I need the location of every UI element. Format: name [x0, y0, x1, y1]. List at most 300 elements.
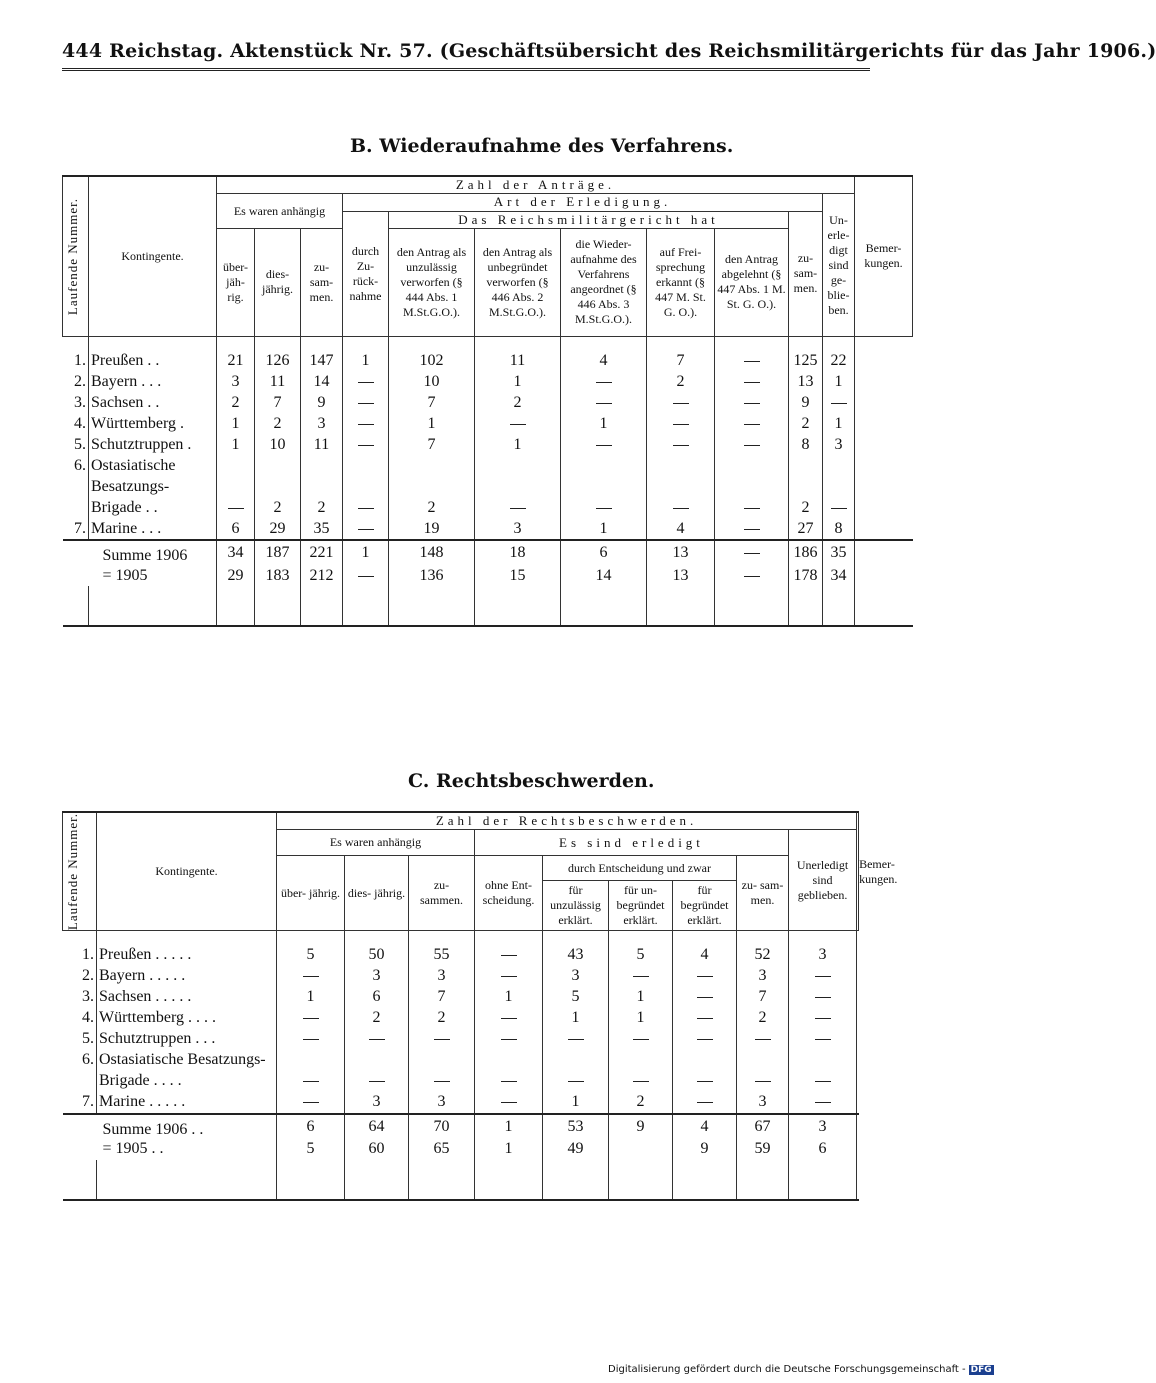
- sum-value: 6: [277, 1114, 345, 1139]
- diesjaehrig-header: dies- jährig.: [255, 228, 301, 336]
- dash-mark: [568, 1081, 584, 1082]
- spacer-cell: [737, 1160, 789, 1200]
- bemerkungen-cell: [855, 540, 913, 565]
- value-cell: [823, 497, 855, 518]
- bemerkungen-cell: [857, 1008, 859, 1029]
- bemerkungen-header-c: Bemer- kungen.: [857, 812, 859, 931]
- value-cell: 2: [647, 371, 715, 392]
- value-cell: [673, 1008, 737, 1029]
- value-cell: [409, 1029, 475, 1050]
- value-cell: 2: [737, 1008, 789, 1029]
- sum-value: 136: [389, 565, 475, 586]
- row-index: 5.: [82, 1030, 94, 1048]
- value-cell: 2: [255, 497, 301, 518]
- empty-cell: [389, 476, 475, 497]
- anhaengig-header: Es waren anhängig: [217, 194, 343, 229]
- spacer-cell: [855, 586, 913, 626]
- empty-cell: [343, 476, 389, 497]
- sum-value: 14: [561, 565, 647, 586]
- dash-mark: [501, 1039, 517, 1040]
- value-cell: [737, 1029, 789, 1050]
- value-cell: [789, 1092, 857, 1114]
- sum-value: 3: [789, 1114, 857, 1139]
- empty-cell: [561, 455, 647, 476]
- sum-value: 15: [475, 565, 561, 586]
- sum-value: 18: [475, 540, 561, 565]
- value-cell: 1: [343, 350, 389, 371]
- ueberjaehrig-header: über- jäh- rig.: [217, 228, 255, 336]
- value-cell: 11: [301, 434, 343, 455]
- value-cell: 3: [823, 434, 855, 455]
- dash-mark: [815, 1102, 831, 1103]
- spacer-cell: [217, 586, 255, 626]
- durch-entsch-header-c: durch Entscheidung und zwar: [543, 856, 737, 881]
- value-cell: [609, 966, 673, 987]
- value-cell: 1: [217, 413, 255, 434]
- row-index: 6.: [74, 456, 86, 474]
- sum-value: [715, 565, 789, 586]
- dash-mark: [697, 1102, 713, 1103]
- sum-row: [63, 1114, 859, 1139]
- sum-value: 13: [647, 540, 715, 565]
- value-cell: 2: [389, 497, 475, 518]
- value-cell: [673, 1092, 737, 1114]
- value-cell: 1: [475, 987, 543, 1008]
- value-cell: [715, 392, 789, 413]
- empty-cell: [789, 476, 823, 497]
- dash-mark: [744, 529, 760, 530]
- page-number: 444: [62, 40, 103, 62]
- empty-cell: [277, 1050, 345, 1071]
- row-label: Schutztruppen . . .: [97, 1029, 277, 1050]
- empty-cell: [475, 1050, 543, 1071]
- empty-cell: [855, 476, 913, 497]
- value-cell: [789, 966, 857, 987]
- sum-value: 60: [345, 1139, 409, 1160]
- dash-mark: [228, 508, 244, 509]
- empty-cell: [475, 476, 561, 497]
- value-cell: 3: [409, 966, 475, 987]
- durch-header: durch Zu- rück- nahme: [343, 211, 389, 336]
- dash-mark: [815, 1018, 831, 1019]
- value-cell: 1: [217, 434, 255, 455]
- table-wiederaufnahme: [62, 175, 913, 627]
- sum-row: [63, 565, 913, 586]
- spacer-cell: [857, 1160, 859, 1200]
- value-cell: [345, 1071, 409, 1092]
- footer-text: Digitalisierung gefördert durch die Deutsche Forschungsgemeinschaft -: [608, 1364, 966, 1375]
- spacer-cell: [715, 336, 789, 350]
- sum-label: Summe 1906 . .: [102, 1120, 204, 1138]
- value-cell: [647, 497, 715, 518]
- value-cell: 11: [255, 371, 301, 392]
- spacer-cell: [63, 931, 97, 945]
- value-cell: 4: [647, 518, 715, 540]
- table-row: [63, 1050, 859, 1071]
- value-cell: [217, 497, 255, 518]
- dash-mark: [697, 997, 713, 998]
- ueberjaehrig-header-c: über- jährig.: [277, 856, 345, 931]
- value-cell: [647, 413, 715, 434]
- value-cell: [475, 1008, 543, 1029]
- empty-cell: [345, 1050, 409, 1071]
- unbegruendet-header: den Antrag als unbegründet verworfen (§ 446 Abs. 2 M.St.G.O.).: [475, 228, 561, 336]
- spacer-cell: [301, 336, 343, 350]
- value-cell: [475, 945, 543, 966]
- dash-mark: [501, 1081, 517, 1082]
- value-cell: [475, 497, 561, 518]
- sum-value: 35: [823, 540, 855, 565]
- value-cell: 5: [277, 945, 345, 966]
- row-index: 2.: [82, 967, 94, 985]
- page-header: [62, 40, 1156, 62]
- value-cell: 6: [217, 518, 255, 540]
- dash-mark: [633, 1039, 649, 1040]
- row-label: Württemberg . . . .: [97, 1008, 277, 1029]
- spacer-cell: [97, 931, 277, 945]
- value-cell: [789, 1029, 857, 1050]
- dash-mark: [744, 553, 760, 554]
- value-cell: 19: [389, 518, 475, 540]
- spacer-cell: [89, 586, 217, 626]
- dash-mark: [596, 445, 612, 446]
- unzulaessig-header: den Antrag als unzulässig verworfen (§ 444 Abs. 1 M.St.G.O.).: [389, 228, 475, 336]
- dash-mark: [501, 1102, 517, 1103]
- dash-mark: [744, 508, 760, 509]
- table-rechtsbeschwerden: [62, 811, 898, 1201]
- dash-mark: [744, 403, 760, 404]
- dash-mark: [697, 1039, 713, 1040]
- dash-mark: [755, 1039, 771, 1040]
- spacer-cell: [63, 336, 89, 350]
- empty-cell: [409, 1050, 475, 1071]
- row-index: 7.: [82, 1093, 94, 1111]
- table-row: [63, 987, 859, 1008]
- erledigt-header-c: Es sind erledigt: [475, 830, 789, 856]
- bemerkungen-cell: [857, 1029, 859, 1050]
- empty-cell: [301, 455, 343, 476]
- sum-value: 183: [255, 565, 301, 586]
- bemerkungen-cell: [855, 350, 913, 371]
- spacer-cell: [789, 931, 857, 945]
- value-cell: 2: [345, 1008, 409, 1029]
- spacer-cell: [389, 586, 475, 626]
- value-cell: 55: [409, 945, 475, 966]
- spacer-cell: [301, 586, 343, 626]
- bemerkungen-header: Bemer- kungen.: [855, 176, 913, 336]
- dash-mark: [633, 976, 649, 977]
- sum-label: = 1905 . .: [102, 1140, 164, 1158]
- zahl-header-c: Zahl der Rechtsbeschwerden.: [277, 812, 857, 830]
- value-cell: 7: [409, 987, 475, 1008]
- begruendet-header-c: für begründet erklärt.: [673, 881, 737, 931]
- spacer-cell: [673, 931, 737, 945]
- empty-cell: [855, 455, 913, 476]
- row-label: Brigade . . . .: [97, 1071, 277, 1092]
- value-cell: 27: [789, 518, 823, 540]
- bemerkungen-cell: [855, 413, 913, 434]
- row-index: 4.: [82, 1009, 94, 1027]
- value-cell: 2: [301, 497, 343, 518]
- spacer-cell: [823, 586, 855, 626]
- ohne-header-c: ohne Ent- scheidung.: [475, 856, 543, 931]
- bemerkungen-cell: [855, 518, 913, 540]
- spacer-cell: [475, 336, 561, 350]
- table-row: [63, 945, 859, 966]
- sum-value: 29: [217, 565, 255, 586]
- value-cell: [343, 413, 389, 434]
- spacer-cell: [255, 336, 301, 350]
- value-cell: [343, 371, 389, 392]
- sum-value: 64: [345, 1114, 409, 1139]
- dash-mark: [303, 1081, 319, 1082]
- spacer-cell: [409, 931, 475, 945]
- bemerkungen-cell: [857, 1114, 859, 1139]
- dash-mark: [303, 1039, 319, 1040]
- dash-mark: [358, 529, 374, 530]
- row-label: Sachsen . . . . .: [97, 987, 277, 1008]
- spacer-cell: [543, 931, 609, 945]
- spacer-cell: [543, 1160, 609, 1200]
- sum-label: Summe 1906: [102, 547, 188, 565]
- row-index: 7.: [74, 519, 86, 537]
- bemerkungen-cell: [857, 945, 859, 966]
- value-cell: [609, 1029, 673, 1050]
- spacer-cell: [789, 1160, 857, 1200]
- sum-value: 13: [647, 565, 715, 586]
- value-cell: [647, 392, 715, 413]
- empty-cell: [217, 476, 255, 497]
- sum-value: 178: [789, 565, 823, 586]
- value-cell: 1: [609, 987, 673, 1008]
- empty-cell: [789, 1050, 857, 1071]
- value-cell: [715, 434, 789, 455]
- value-cell: [715, 518, 789, 540]
- value-cell: 3: [789, 945, 857, 966]
- row-label: Bayern . . .: [89, 371, 217, 392]
- spacer-cell: [277, 1160, 345, 1200]
- table-row: [63, 350, 913, 371]
- sum-value: 34: [217, 540, 255, 565]
- row-index: [63, 497, 89, 518]
- value-cell: [277, 1071, 345, 1092]
- sum-value: 9: [609, 1114, 673, 1139]
- value-cell: 3: [345, 966, 409, 987]
- sum-value: 67: [737, 1114, 789, 1139]
- wiederaufnahme-header: die Wieder- aufnahme des Verfahrens angeordnet (§ 446 Abs. 3 M.St.G.O.).: [561, 228, 647, 336]
- dash-mark: [673, 424, 689, 425]
- value-cell: 14: [301, 371, 343, 392]
- value-cell: 2: [255, 413, 301, 434]
- empty-cell: [255, 476, 301, 497]
- dash-mark: [434, 1039, 450, 1040]
- value-cell: 147: [301, 350, 343, 371]
- spacer-cell: [97, 1160, 277, 1200]
- dash-mark: [303, 1102, 319, 1103]
- dash-mark: [596, 508, 612, 509]
- value-cell: 3: [737, 966, 789, 987]
- sum-value: 49: [543, 1139, 609, 1160]
- dash-mark: [358, 382, 374, 383]
- sum-value: 186: [789, 540, 823, 565]
- value-cell: 43: [543, 945, 609, 966]
- empty-cell: [823, 476, 855, 497]
- sum-value: 65: [409, 1139, 475, 1160]
- header-text: Reichstag. Aktenstück Nr. 57. (Geschäftsübersicht des Reichsmilitärgerichts für das Jahr 1906.): [109, 40, 1156, 62]
- dash-mark: [744, 445, 760, 446]
- dash-mark: [501, 976, 517, 977]
- spacer-cell: [789, 586, 823, 626]
- spacer-cell: [63, 586, 89, 626]
- row-label: Brigade . .: [89, 497, 217, 518]
- spacer-cell: [343, 336, 389, 350]
- spacer-cell: [561, 586, 647, 626]
- dash-mark: [358, 445, 374, 446]
- value-cell: [475, 1071, 543, 1092]
- value-cell: 22: [823, 350, 855, 371]
- unerledigt-header: Un- erle- digt sind ge- blie- ben.: [823, 194, 855, 337]
- spacer-row: [63, 1160, 859, 1200]
- value-cell: 1: [543, 1008, 609, 1029]
- value-cell: 1: [823, 413, 855, 434]
- value-cell: 52: [737, 945, 789, 966]
- empty-cell: [673, 1050, 737, 1071]
- value-cell: 7: [737, 987, 789, 1008]
- dash-mark: [697, 1018, 713, 1019]
- value-cell: [789, 1008, 857, 1029]
- value-cell: [345, 1029, 409, 1050]
- art-header: Art der Erledigung.: [343, 194, 823, 211]
- dash-mark: [358, 424, 374, 425]
- section-c-title: C. Rechtsbeschwerden.: [408, 770, 655, 792]
- row-index: 1.: [74, 351, 86, 369]
- value-cell: [609, 1071, 673, 1092]
- value-cell: [673, 966, 737, 987]
- value-cell: 3: [301, 413, 343, 434]
- sum-value: 5: [277, 1139, 345, 1160]
- spacer-cell: [561, 336, 647, 350]
- bemerkungen-cell: [857, 987, 859, 1008]
- spacer-cell: [89, 336, 217, 350]
- empty-cell: [715, 476, 789, 497]
- value-cell: [543, 1029, 609, 1050]
- value-cell: [277, 1029, 345, 1050]
- spacer-cell: [475, 586, 561, 626]
- dash-mark: [358, 576, 374, 577]
- dash-mark: [815, 976, 831, 977]
- sum-value: 53: [543, 1114, 609, 1139]
- sum-value: [609, 1139, 673, 1160]
- value-cell: [673, 987, 737, 1008]
- dash-mark: [303, 1018, 319, 1019]
- spacer-cell: [609, 1160, 673, 1200]
- dash-mark: [815, 1081, 831, 1082]
- bemerkungen-cell: [857, 1071, 859, 1092]
- value-cell: 2: [789, 497, 823, 518]
- zusammen2-header: zu- sam- men.: [789, 211, 823, 336]
- dfg-logo: DFG: [970, 1365, 992, 1375]
- sum-value: 70: [409, 1114, 475, 1139]
- spacer-cell: [389, 336, 475, 350]
- reichsmil-header: Das Reichsmilitärgericht hat: [389, 211, 789, 228]
- dash-mark: [697, 1081, 713, 1082]
- value-cell: 4: [673, 945, 737, 966]
- value-cell: [561, 392, 647, 413]
- sum-value: 187: [255, 540, 301, 565]
- value-cell: 3: [217, 371, 255, 392]
- zusammen2-header-c: zu- sam- men.: [737, 856, 789, 931]
- empty-cell: [647, 476, 715, 497]
- value-cell: 3: [737, 1092, 789, 1114]
- row-label: Schutztruppen .: [89, 434, 217, 455]
- bemerkungen-cell: [857, 966, 859, 987]
- value-cell: 126: [255, 350, 301, 371]
- dash-mark: [510, 424, 526, 425]
- spacer-cell: [737, 931, 789, 945]
- dash-mark: [358, 508, 374, 509]
- dash-mark: [697, 976, 713, 977]
- dash-mark: [815, 997, 831, 998]
- value-cell: 125: [789, 350, 823, 371]
- value-cell: [647, 434, 715, 455]
- value-cell: [277, 1008, 345, 1029]
- value-cell: [715, 350, 789, 371]
- empty-cell: [789, 455, 823, 476]
- row-label: Bayern . . . . .: [97, 966, 277, 987]
- sum-value: 212: [301, 565, 343, 586]
- dash-mark: [501, 1018, 517, 1019]
- value-cell: 50: [345, 945, 409, 966]
- row-index: 5.: [74, 435, 86, 453]
- value-cell: 10: [389, 371, 475, 392]
- sum-value: 34: [823, 565, 855, 586]
- spacer-cell: [647, 586, 715, 626]
- spacer-cell: [823, 336, 855, 350]
- value-cell: 7: [389, 434, 475, 455]
- row-index: 3.: [74, 393, 86, 411]
- dash-mark: [673, 403, 689, 404]
- row-index: [63, 1071, 97, 1092]
- value-cell: [343, 392, 389, 413]
- diesjaehrig-header-c: dies- jährig.: [345, 856, 409, 931]
- dash-mark: [434, 1081, 450, 1082]
- value-cell: 1: [389, 413, 475, 434]
- row-label: Sachsen . .: [89, 392, 217, 413]
- value-cell: [277, 966, 345, 987]
- bemerkungen-cell: [857, 1139, 859, 1160]
- row-label: Marine . . . . .: [97, 1092, 277, 1114]
- value-cell: [715, 413, 789, 434]
- value-cell: 7: [255, 392, 301, 413]
- value-cell: [409, 1071, 475, 1092]
- empty-cell: [255, 455, 301, 476]
- empty-cell: [389, 455, 475, 476]
- kontingente-header-c: Kontingente.: [97, 812, 277, 931]
- empty-cell: [647, 455, 715, 476]
- spacer-cell: [789, 336, 823, 350]
- value-cell: [343, 497, 389, 518]
- row-label: Besatzungs-: [89, 476, 217, 497]
- spacer-cell: [855, 336, 913, 350]
- empty-cell: [217, 455, 255, 476]
- spacer-cell: [409, 1160, 475, 1200]
- dash-mark: [744, 361, 760, 362]
- row-index: 3.: [82, 988, 94, 1006]
- value-cell: 3: [475, 518, 561, 540]
- value-cell: [673, 1029, 737, 1050]
- dash-mark: [673, 508, 689, 509]
- dash-mark: [369, 1039, 385, 1040]
